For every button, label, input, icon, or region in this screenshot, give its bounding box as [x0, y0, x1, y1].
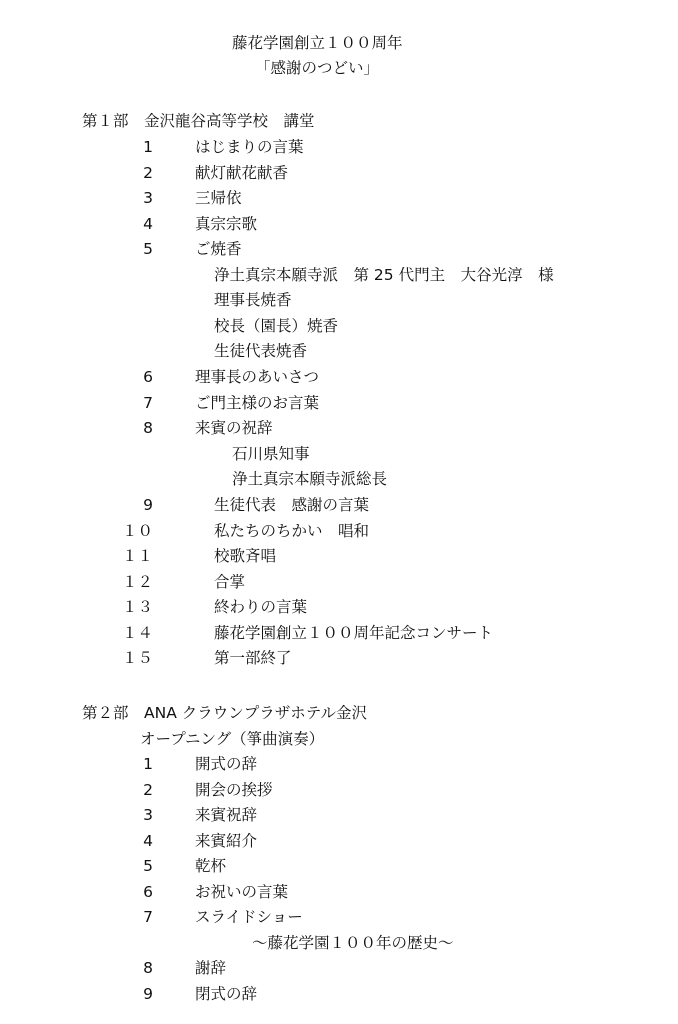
part2-opening: オープニング（箏曲演奏） — [140, 730, 325, 748]
part2-item-number: 2 — [143, 781, 153, 799]
part1-item-number: 5 — [143, 240, 153, 258]
part1-item-number: １３ — [121, 598, 153, 616]
part1-item-text: 三帰依 — [195, 189, 242, 207]
part1-item-text: はじまりの言葉 — [195, 138, 304, 156]
part1-item-number: 3 — [143, 189, 153, 207]
part1-item-number: １４ — [121, 624, 153, 642]
part1-item-number: 1 — [143, 138, 153, 156]
part1-item-number: １２ — [121, 573, 153, 591]
part1-item-number: 2 — [143, 164, 153, 182]
part2-item-text: 謝辞 — [195, 959, 227, 977]
part2-item-text: 乾杯 — [195, 857, 227, 875]
part1-item-text: ご門主様のお言葉 — [195, 394, 320, 412]
part2-item-number: 9 — [143, 985, 153, 1003]
part2-item-number: 3 — [143, 806, 153, 824]
part2-item-text: お祝いの言葉 — [195, 883, 289, 901]
incense-sub-item: 生徒代表焼香 — [214, 342, 308, 360]
part1-item-text: 生徒代表 感謝の言葉 — [214, 496, 370, 514]
part1-item-text: 第一部終了 — [214, 649, 292, 667]
guest-sub-item: 浄土真宗本願寺派総長 — [232, 470, 388, 488]
part1-item-text: 藤花学園創立１００周年記念コンサート — [214, 624, 494, 642]
page-subtitle: 「感謝のつどい」 — [255, 59, 380, 77]
part1-item-number: 6 — [143, 368, 153, 386]
part1-item-number: １１ — [121, 547, 153, 565]
part2-item-text: 来賓紹介 — [195, 832, 258, 850]
part2-item-number: 4 — [143, 832, 153, 850]
page-title: 藤花学園創立１００周年 — [232, 34, 403, 52]
incense-sub-item: 浄土真宗本願寺派 第 25 代門主 大谷光淳 様 — [214, 266, 554, 284]
part1-item-text: 理事長のあいさつ — [195, 368, 320, 386]
part1-item-number: 4 — [143, 215, 153, 233]
part1-item-text: 合掌 — [214, 573, 246, 591]
incense-sub-item: 校長（園長）焼香 — [214, 317, 339, 335]
guest-sub-item: 石川県知事 — [232, 445, 310, 463]
part2-item-text: 開式の辞 — [195, 755, 258, 773]
part1-item-number: １０ — [121, 522, 153, 540]
part2-item-number: 7 — [143, 908, 153, 926]
part2-item-text: 来賓祝辞 — [195, 806, 258, 824]
part1-item-text: 献灯献花献香 — [195, 164, 289, 182]
part2-heading: 第２部 ANA クラウンプラザホテル金沢 — [82, 704, 367, 722]
part1-item-text: 来賓の祝辞 — [195, 419, 273, 437]
part1-item-text: ご焼香 — [195, 240, 242, 258]
part2-item-number: 8 — [143, 959, 153, 977]
part1-item-text: 終わりの言葉 — [214, 598, 308, 616]
part2-item-text: 開会の挨拶 — [195, 781, 273, 799]
part1-item-number: １５ — [121, 649, 153, 667]
part2-item-text: スライドショー — [195, 908, 303, 926]
part1-item-number: 9 — [143, 496, 153, 514]
part1-item-text: 私たちのちかい 唱和 — [214, 522, 370, 540]
part2-item-number: 5 — [143, 857, 153, 875]
part1-item-number: 7 — [143, 394, 153, 412]
part2-item-number: 1 — [143, 755, 153, 773]
part1-item-text: 校歌斉唱 — [214, 547, 277, 565]
part2-item-text: 閉式の辞 — [195, 985, 258, 1003]
part1-item-text: 真宗宗歌 — [195, 215, 258, 233]
part1-heading: 第１部 金沢龍谷高等学校 講堂 — [82, 112, 315, 130]
part2-item-number: 6 — [143, 883, 153, 901]
incense-sub-item: 理事長焼香 — [214, 291, 292, 309]
part1-item-number: 8 — [143, 419, 153, 437]
slideshow-subtitle: ～藤花学園１００年の歴史～ — [252, 934, 454, 952]
